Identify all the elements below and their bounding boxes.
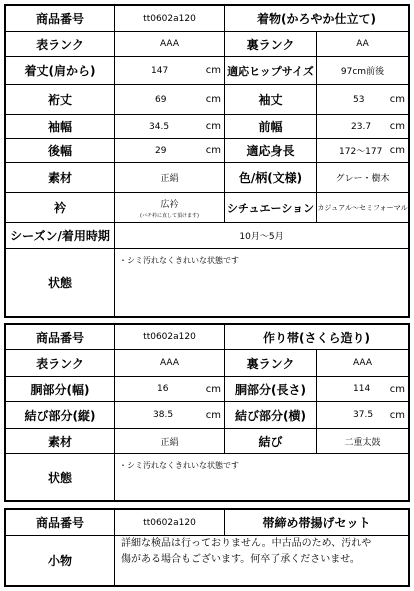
item-title: 作り帯(さくら造り): [224, 325, 408, 349]
front-width-cell: [316, 115, 408, 138]
collar-cell: [114, 193, 224, 222]
table-row: [6, 428, 408, 453]
material-label: 素材: [47, 434, 72, 449]
lining-rank-label: 裏ランク: [224, 350, 316, 376]
product-number-value: tt0602a120: [114, 510, 224, 535]
sleeve-width-cell: [114, 115, 224, 138]
table-row: [6, 84, 408, 114]
item-title: 着物(かろやか仕立て): [224, 6, 408, 31]
table-row: [6, 325, 408, 349]
table-row: [6, 535, 408, 585]
season-label: シーズン/着用時期: [10, 229, 110, 243]
product-number-label: 商品番号: [35, 516, 84, 530]
table-row: [6, 192, 408, 222]
hip-size-label: 適応ヒップサイズ: [224, 57, 316, 84]
table-row: [6, 6, 408, 31]
body-length-unit: cm: [389, 383, 405, 395]
length-label: 着丈(肩から): [24, 64, 96, 78]
back-width-value: 29: [155, 145, 167, 156]
table-row: [6, 349, 408, 376]
condition-label: 状態: [47, 470, 72, 485]
condition-label: 状態: [47, 276, 72, 290]
knot-height-unit: cm: [205, 409, 221, 421]
collar-value: 広衿: [160, 199, 179, 210]
table-row: [6, 510, 408, 535]
hip-size-value: 97cm前後: [316, 57, 408, 84]
knot-type-value: 二重太鼓: [316, 429, 408, 453]
material-label: 素材: [47, 171, 72, 185]
table-row: [6, 138, 408, 162]
table-row: [6, 401, 408, 428]
condition-note: ・シミ汚れなくきれいな状態です: [119, 256, 239, 265]
collar-note: (バチ衿に直して頂けます): [140, 212, 199, 219]
body-length-value: 114: [353, 384, 371, 394]
outer-rank-label: 表ランク: [36, 356, 84, 371]
height-label: 適応身長: [224, 139, 316, 162]
sleeve-length-unit: cm: [389, 94, 405, 105]
table-row: [6, 222, 408, 248]
product-number-value: tt0602a120: [114, 6, 224, 31]
product-number-label: 商品番号: [35, 330, 84, 345]
lining-rank-label: 裏ランク: [224, 32, 316, 56]
yuki-unit: cm: [205, 94, 221, 105]
knot-height-cell: [114, 402, 224, 428]
condition-cell: [114, 249, 408, 316]
front-width-value: 23.7: [351, 121, 372, 132]
situation-label: シチュエーション: [224, 193, 316, 222]
accessory-label: 小物: [47, 554, 72, 568]
product-number-value: tt0602a120: [114, 325, 224, 349]
knot-height-value: 38.5: [153, 410, 174, 420]
yuki-value: 69: [155, 94, 167, 105]
height-value: 172～177: [339, 147, 383, 157]
body-length-label: 胴部分(長さ): [224, 377, 316, 401]
outer-rank-label: 表ランク: [36, 37, 84, 52]
front-width-label: 前幅: [224, 115, 316, 138]
product-number-label: 商品番号: [35, 12, 84, 26]
outer-rank-value: AAA: [114, 350, 224, 376]
material-value: 正絹: [114, 163, 224, 192]
accessory-detail: [114, 536, 408, 585]
table-row: [6, 31, 408, 56]
body-width-cell: [114, 377, 224, 401]
body-width-unit: cm: [205, 383, 221, 395]
table-row: [6, 453, 408, 500]
length-value: 147: [151, 65, 169, 76]
condition-note: ・シミ汚れなくきれいな状態です: [119, 461, 239, 470]
yuki-cell: [114, 85, 224, 114]
kimono-spec-table: [4, 4, 410, 318]
knot-width-label: 結び部分(横): [224, 402, 316, 428]
length-unit: cm: [205, 65, 221, 76]
knot-width-cell: [316, 402, 408, 428]
collar-label: 衿: [53, 201, 66, 215]
sleeve-width-unit: cm: [205, 121, 221, 132]
table-row: [6, 162, 408, 192]
body-length-cell: [316, 377, 408, 401]
height-cell: [316, 139, 408, 162]
table-row: [6, 114, 408, 138]
knot-width-unit: cm: [389, 409, 405, 421]
material-value: 正絹: [114, 429, 224, 453]
item-title: 帯締め帯揚げセット: [224, 510, 408, 535]
accessory-detail-line1: 詳細な検品は行っておりません。中古品のため、汚れや: [121, 538, 372, 549]
color-pattern-label: 色/柄(文様): [224, 163, 316, 192]
sleeve-length-cell: [316, 85, 408, 114]
lining-rank-value: AA: [316, 32, 408, 56]
accessory-spec-table: [4, 508, 410, 587]
condition-cell: [114, 454, 408, 500]
knot-height-label: 結び部分(縦): [24, 408, 96, 423]
season-value: 10月～5月: [114, 223, 408, 248]
situation-value: カジュアル～セミフォーマル: [316, 193, 408, 222]
yuki-label: 裄丈: [47, 93, 72, 107]
sleeve-width-label: 袖幅: [47, 120, 72, 134]
back-width-label: 後幅: [47, 144, 72, 158]
outer-rank-value: AAA: [114, 32, 224, 56]
knot-width-value: 37.5: [353, 410, 374, 420]
length-cell: [114, 57, 224, 84]
lining-rank-value: AAA: [316, 350, 408, 376]
back-width-unit: cm: [205, 145, 221, 156]
accessory-detail-line2: 傷がある場合もございます。何卒了承くださいませ。: [121, 554, 360, 565]
table-row: [6, 56, 408, 84]
sleeve-length-label: 袖丈: [224, 85, 316, 114]
table-row: [6, 376, 408, 401]
height-unit: cm: [389, 145, 405, 156]
knot-type-label: 結び: [224, 429, 316, 453]
table-row: [6, 248, 408, 316]
obi-spec-table: [4, 323, 410, 502]
sleeve-width-value: 34.5: [149, 121, 170, 132]
sleeve-length-value: 53: [353, 94, 365, 105]
color-pattern-value: グレー・樹木: [316, 163, 408, 192]
back-width-cell: [114, 139, 224, 162]
body-width-value: 16: [157, 384, 169, 394]
body-width-label: 胴部分(幅): [30, 382, 90, 397]
front-width-unit: cm: [389, 121, 405, 132]
